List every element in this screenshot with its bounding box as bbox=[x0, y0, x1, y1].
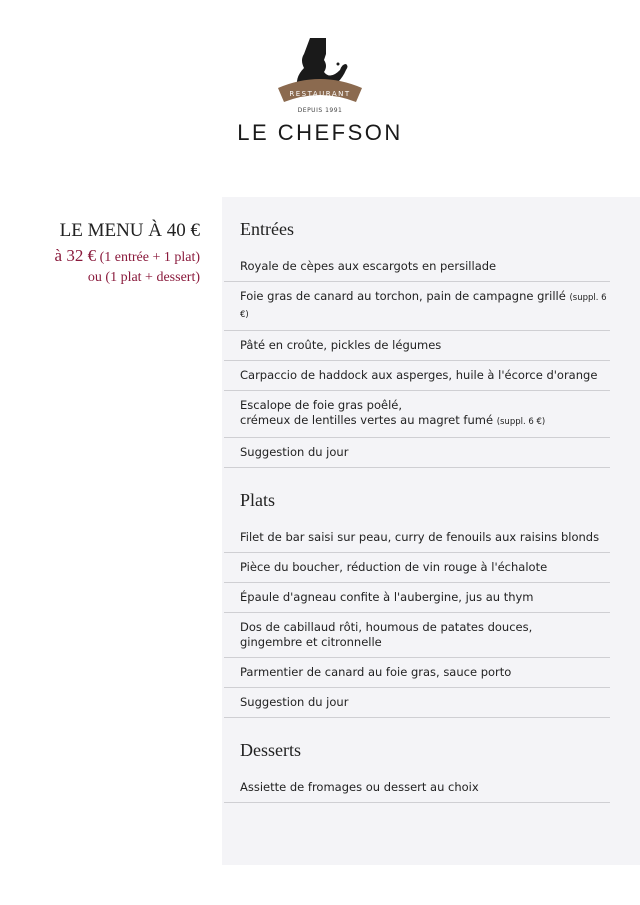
item-text-line2: gingembre et citronnelle bbox=[240, 635, 382, 649]
menu-title: LE MENU À 40 € bbox=[59, 220, 200, 241]
reduced-price: à 32 € bbox=[54, 246, 97, 265]
menu-item bbox=[224, 688, 610, 718]
item-text-line2: crémeux de lentilles vertes au magret fumé bbox=[240, 413, 494, 427]
menu-section-plats bbox=[224, 468, 610, 718]
restaurant-logo bbox=[220, 34, 420, 146]
item-text: Foie gras de canard au torchon, pain de campagne grillé bbox=[240, 289, 566, 303]
item-text: Pièce du boucher, réduction de vin rouge à l'échalote bbox=[240, 560, 548, 574]
item-text: Épaule d'agneau confite à l'aubergine, jus au thym bbox=[240, 590, 534, 604]
menu-item bbox=[224, 773, 610, 803]
chef-logo-icon bbox=[270, 34, 370, 106]
item-text: Royale de cèpes aux escargots en persillade bbox=[240, 259, 497, 273]
menu-section-entrees bbox=[224, 197, 610, 468]
item-text: Pâté en croûte, pickles de légumes bbox=[240, 338, 442, 352]
svg-text:RESTAURANT: RESTAURANT bbox=[289, 90, 351, 98]
menu-item bbox=[224, 553, 610, 583]
section-title: Desserts bbox=[240, 740, 301, 760]
item-text: Escalope de foie gras poêlé, bbox=[240, 398, 402, 412]
menu-item bbox=[224, 523, 610, 553]
item-text: Carpaccio de haddock aux asperges, huile à l'écorce d'orange bbox=[240, 368, 598, 382]
section-title: Plats bbox=[240, 490, 276, 510]
menu-item bbox=[224, 331, 610, 361]
option-1: (1 entrée + 1 plat) bbox=[99, 250, 200, 265]
supplement-note: (suppl. 6 €) bbox=[240, 293, 607, 320]
item-text: Suggestion du jour bbox=[240, 695, 349, 709]
menu-offer bbox=[55, 220, 200, 288]
menu-item bbox=[224, 613, 610, 658]
item-text: Parmentier de canard au foie gras, sauce porto bbox=[240, 665, 512, 679]
since-text: DEPUIS 1991 bbox=[297, 107, 343, 114]
item-text: Suggestion du jour bbox=[240, 445, 349, 459]
menu-item bbox=[224, 361, 610, 391]
menu-item bbox=[224, 583, 610, 613]
restaurant-name: LE CHEFSON bbox=[237, 120, 403, 145]
item-text: Assiette de fromages ou dessert au choix bbox=[240, 780, 479, 794]
item-text: Dos de cabillaud rôti, houmous de patates douces, bbox=[240, 620, 533, 634]
supplement-note: (suppl. 6 €) bbox=[496, 417, 546, 427]
menu-item bbox=[224, 252, 610, 282]
section-title: Entrées bbox=[240, 219, 294, 239]
menu-item bbox=[224, 658, 610, 688]
menu-item bbox=[224, 282, 610, 331]
menu-item bbox=[224, 391, 610, 438]
option-2: ou (1 plat + dessert) bbox=[87, 270, 200, 285]
menu-panel bbox=[222, 197, 640, 865]
menu-item bbox=[224, 438, 610, 468]
menu-section-desserts bbox=[224, 718, 610, 803]
item-text: Filet de bar saisi sur peau, curry de fenouils aux raisins blonds bbox=[240, 530, 600, 544]
